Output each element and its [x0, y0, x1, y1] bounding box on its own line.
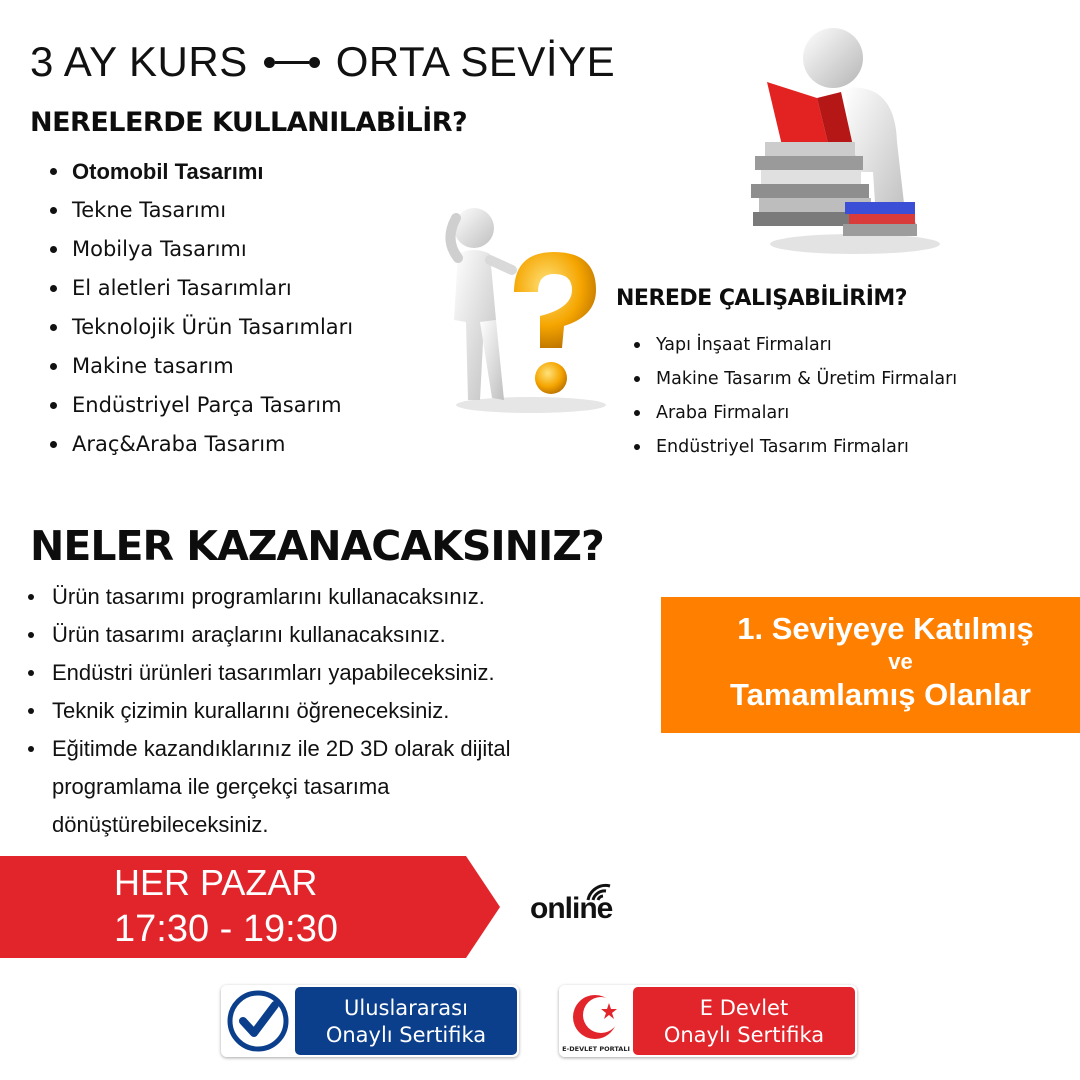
list-item: Makine Tasarım & Üretim Firmaları: [630, 362, 957, 396]
list-item: Makine tasarım: [46, 347, 353, 386]
online-label: online: [530, 892, 613, 925]
list-item: Endüstri ürünleri tasarımları yapabileceksiniz.: [22, 654, 782, 692]
course-duration: 3 AY KURS: [30, 38, 248, 85]
list-item: El aletleri Tasarımları: [46, 269, 353, 308]
cert-line: Uluslararası: [344, 996, 468, 1020]
list-item: Otomobil Tasarımı: [46, 152, 353, 191]
course-heading: [30, 34, 615, 90]
intl-certificate-badge: [221, 985, 519, 1057]
schedule-day: HER PAZAR: [114, 862, 318, 903]
list-item: Endüstriyel Parça Tasarım: [46, 386, 353, 425]
list-item: Teknolojik Ürün Tasarımları: [46, 308, 353, 347]
uses-list: [46, 152, 353, 464]
list-item: Mobilya Tasarımı: [46, 230, 353, 269]
gains-title: NELER KAZANACAKSINIZ?: [30, 522, 604, 570]
checkmark-icon: [221, 985, 295, 1057]
list-item: Tekne Tasarımı: [46, 191, 353, 230]
requirement-box: [661, 597, 1080, 733]
list-item: Araba Firmaları: [630, 396, 957, 430]
cert-line: Onaylı Sertifika: [663, 1023, 825, 1047]
reading-person-illustration: [745, 22, 945, 257]
list-item: Teknik çizimin kurallarını öğreneceksiniz.: [22, 692, 782, 730]
crescent-star-icon: [559, 985, 633, 1057]
schedule-time: 17:30 - 19:30: [114, 908, 338, 950]
uses-title: NERELERDE KULLANILABİLİR?: [30, 107, 468, 138]
list-item: Eğitimde kazandıklarınız ile 2D 3D olarak dijital programlama ile gerçekçi tasarıma dönüştürebileceksiniz.: [22, 730, 592, 844]
question-person-illustration: [436, 200, 616, 415]
cert-line: E Devlet: [699, 996, 789, 1020]
work-list: [630, 328, 957, 464]
requirement-line: Tamamlamış Olanlar: [730, 677, 1031, 712]
connector-icon: [264, 57, 320, 68]
list-item: Ürün tasarımı araçlarını kullanacaksınız.: [22, 616, 782, 654]
list-item: Araç&Araba Tasarım: [46, 425, 353, 464]
edevlet-certificate-badge: [559, 985, 857, 1057]
list-item: Yapı İnşaat Firmaları: [630, 328, 957, 362]
requirement-line: 1. Seviyeye Katılmış: [737, 611, 1034, 646]
list-item: Endüstriyel Tasarım Firmaları: [630, 430, 957, 464]
cert-line: Onaylı Sertifika: [325, 1023, 487, 1047]
work-title: NEREDE ÇALIŞABİLİRİM?: [616, 286, 908, 311]
edevlet-logo-text: E-DEVLET PORTALI: [562, 1045, 630, 1053]
requirement-line: ve: [888, 649, 913, 674]
course-level: ORTA SEVİYE: [335, 38, 616, 85]
list-item: Ürün tasarımı programlarını kullanacaksınız.: [22, 578, 782, 616]
online-badge: [530, 882, 642, 928]
